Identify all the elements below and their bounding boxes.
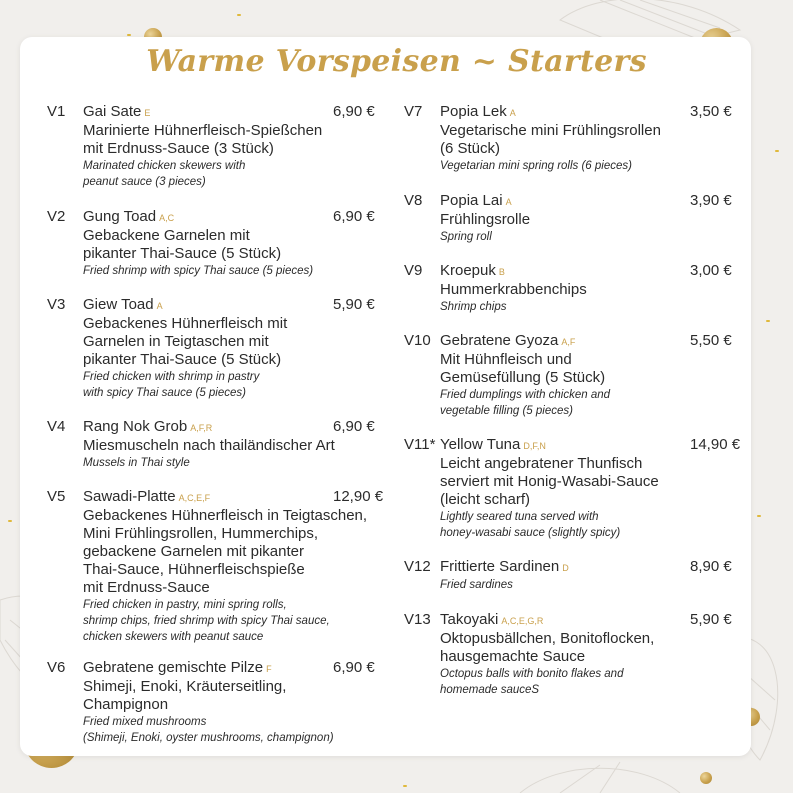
item-name (440, 332, 610, 351)
item-description-de: Marinierte Hühnerfleisch-Spießchen (83, 122, 323, 139)
item-description-de: gebackene Garnelen mit pikanter (83, 543, 304, 560)
item-name (83, 488, 367, 507)
item-description-de: Hummerkrabbenchips (440, 281, 587, 298)
item-description-de: Gebackenes Hühnerfleisch mit (83, 315, 288, 332)
item-description-de: mit Erdnuss-Sauce (3 Stück) (83, 140, 274, 157)
item-description-en: Fried mixed mushrooms (83, 716, 207, 728)
item-number: V5 (47, 488, 66, 505)
item-name-text: Takoyaki (440, 611, 499, 628)
item-price: 3,00 € (690, 262, 732, 279)
item-price: 6,90 € (333, 418, 375, 435)
item-price: 5,90 € (333, 296, 375, 313)
allergen-codes: A,C (159, 213, 175, 223)
gold-speck-decoration (757, 515, 761, 517)
allergen-codes: D,F,N (523, 441, 546, 451)
item-name (83, 418, 335, 437)
gold-speck-decoration (8, 520, 12, 522)
item-description-de: Leicht angebratener Thunfisch (440, 455, 643, 472)
item-description-de: Champignon (83, 696, 169, 713)
item-description-en: with spicy Thai sauce (5 pieces) (83, 387, 246, 399)
item-body (440, 436, 659, 541)
item-name (83, 103, 322, 122)
item-description-de: Thai-Sauce, Hühnerfleischspieße (83, 561, 305, 578)
allergen-codes: A,F (561, 337, 576, 347)
allergen-codes: A (509, 108, 516, 118)
item-number: V8 (404, 192, 423, 209)
item-description-en: Fried sardines (440, 579, 513, 591)
item-name-text: Frittierte Sardinen (440, 558, 560, 575)
item-description-en: honey-wasabi sauce (slightly spicy) (440, 527, 621, 539)
item-description-en: Octopus balls with bonito flakes and (440, 668, 624, 680)
item-description-de: (6 Stück) (440, 140, 501, 157)
item-name-text: Gebratene gemischte Pilze (83, 659, 264, 676)
allergen-codes: A (156, 301, 163, 311)
item-number: V6 (47, 659, 66, 676)
item-description-en: (Shimeji, Enoki, oyster mushrooms, champignon) (83, 732, 334, 744)
allergen-codes: A,F,R (190, 423, 213, 433)
item-name-text: Rang Nok Grob (83, 418, 188, 435)
gold-speck-decoration (403, 785, 407, 787)
allergen-codes: F (266, 664, 272, 674)
item-number: V11* (404, 436, 436, 453)
item-description-de: Mit Hühnfleisch und (440, 351, 572, 368)
item-description-en: Vegetarian mini spring rolls (6 pieces) (440, 160, 632, 172)
item-body (440, 332, 610, 419)
allergen-codes: E (144, 108, 151, 118)
allergen-codes: A,C,E,G,R (501, 616, 544, 626)
gold-speck-decoration (766, 320, 770, 322)
item-name (83, 208, 313, 227)
item-name-text: Popia Lai (440, 192, 503, 209)
item-description-en: Lightly seared tuna served with (440, 511, 599, 523)
item-description-en: Fried dumplings with chicken and (440, 389, 611, 401)
item-name-text: Popia Lek (440, 103, 507, 120)
item-price: 6,90 € (333, 208, 375, 225)
item-name-text: Gai Sate (83, 103, 142, 120)
item-body (440, 103, 661, 174)
item-number: V1 (47, 103, 66, 120)
item-number: V10 (404, 332, 431, 349)
item-description-en: chicken skewers with peanut sauce (83, 631, 264, 643)
item-price: 8,90 € (690, 558, 732, 575)
item-name (440, 262, 587, 281)
item-body (440, 192, 530, 245)
item-name-text: Giew Toad (83, 296, 154, 313)
item-description-de: Gemüsefüllung (5 Stück) (440, 369, 606, 386)
item-description-de: Vegetarische mini Frühlingsrollen (440, 122, 661, 139)
item-number: V2 (47, 208, 66, 225)
item-description-de: Mini Frühlingsrollen, Hummerchips, (83, 525, 319, 542)
item-body (83, 296, 287, 401)
item-body (83, 659, 334, 746)
item-price: 5,50 € (690, 332, 732, 349)
item-description-de: Gebackenes Hühnerfleisch in Teigtaschen, (83, 507, 368, 524)
item-name (440, 611, 654, 630)
item-description-de: mit Erdnuss-Sauce (83, 579, 210, 596)
item-number: V9 (404, 262, 423, 279)
item-description-de: Garnelen in Teigtaschen mit (83, 333, 269, 350)
item-number: V13 (404, 611, 431, 628)
item-number: V7 (404, 103, 423, 120)
item-price: 6,90 € (333, 103, 375, 120)
item-body (440, 262, 587, 315)
item-number: V4 (47, 418, 66, 435)
item-price: 14,90 € (690, 436, 741, 453)
item-description-de: pikanter Thai-Sauce (5 Stück) (83, 351, 282, 368)
item-name-text: Yellow Tuna (440, 436, 521, 453)
item-description-de: hausgemachte Sauce (440, 648, 586, 665)
item-name (440, 103, 661, 122)
item-number: V12 (404, 558, 431, 575)
item-body (83, 103, 322, 190)
item-description-en: Shrimp chips (440, 301, 507, 313)
item-body (83, 208, 313, 279)
item-description-de: Frühlingsrolle (440, 211, 531, 228)
item-description-de: pikanter Thai-Sauce (5 Stück) (83, 245, 282, 262)
item-description-en: Fried shrimp with spicy Thai sauce (5 pieces) (83, 265, 314, 277)
item-description-en: Mussels in Thai style (83, 457, 190, 469)
item-name-text: Gung Toad (83, 208, 157, 225)
allergen-codes: D (562, 563, 569, 573)
item-price: 5,90 € (690, 611, 732, 628)
item-description-de: serviert mit Honig-Wasabi-Sauce (440, 473, 659, 490)
allergen-codes: B (498, 267, 505, 277)
gold-dot-decoration (700, 772, 712, 784)
gold-speck-decoration (237, 14, 241, 16)
item-price: 3,90 € (690, 192, 732, 209)
item-description-de: (leicht scharf) (440, 491, 531, 508)
page-title: Warme Vorspeisen ~ Starters (146, 44, 647, 79)
item-body (83, 418, 335, 471)
item-number: V3 (47, 296, 66, 313)
item-description-en: Fried chicken in pastry, mini spring rolls, (83, 599, 287, 611)
item-description-en: vegetable filling (5 pieces) (440, 405, 573, 417)
item-name (440, 192, 530, 211)
allergen-codes: A (505, 197, 512, 207)
item-name (83, 296, 287, 315)
item-description-en: Marinated chicken skewers with (83, 160, 246, 172)
item-price: 12,90 € (333, 488, 384, 505)
item-body (440, 611, 654, 698)
item-description-de: Gebackene Garnelen mit (83, 227, 250, 244)
item-name-text: Gebratene Gyoza (440, 332, 559, 349)
gold-speck-decoration (127, 34, 131, 36)
item-description-en: shrimp chips, fried shrimp with spicy Thai sauce, (83, 615, 330, 627)
gold-speck-decoration (775, 150, 779, 152)
item-description-de: Miesmuscheln nach thailändischer Art (83, 437, 335, 454)
item-name (440, 558, 569, 577)
item-description-de: Shimeji, Enoki, Kräuterseitling, (83, 678, 287, 695)
item-price: 3,50 € (690, 103, 732, 120)
item-description-en: homemade sauceS (440, 684, 540, 696)
item-body (83, 488, 367, 645)
item-name (83, 659, 334, 678)
item-description-en: peanut sauce (3 pieces) (83, 176, 206, 188)
item-price: 6,90 € (333, 659, 375, 676)
item-body (440, 558, 569, 593)
allergen-codes: A,C,E,F (178, 493, 211, 503)
item-description-en: Spring roll (440, 231, 492, 243)
item-name-text: Sawadi-Platte (83, 488, 176, 505)
item-name (440, 436, 659, 455)
item-description-de: Oktopusbällchen, Bonitoflocken, (440, 630, 655, 647)
item-name-text: Kroepuk (440, 262, 496, 279)
item-description-en: Fried chicken with shrimp in pastry (83, 371, 260, 383)
